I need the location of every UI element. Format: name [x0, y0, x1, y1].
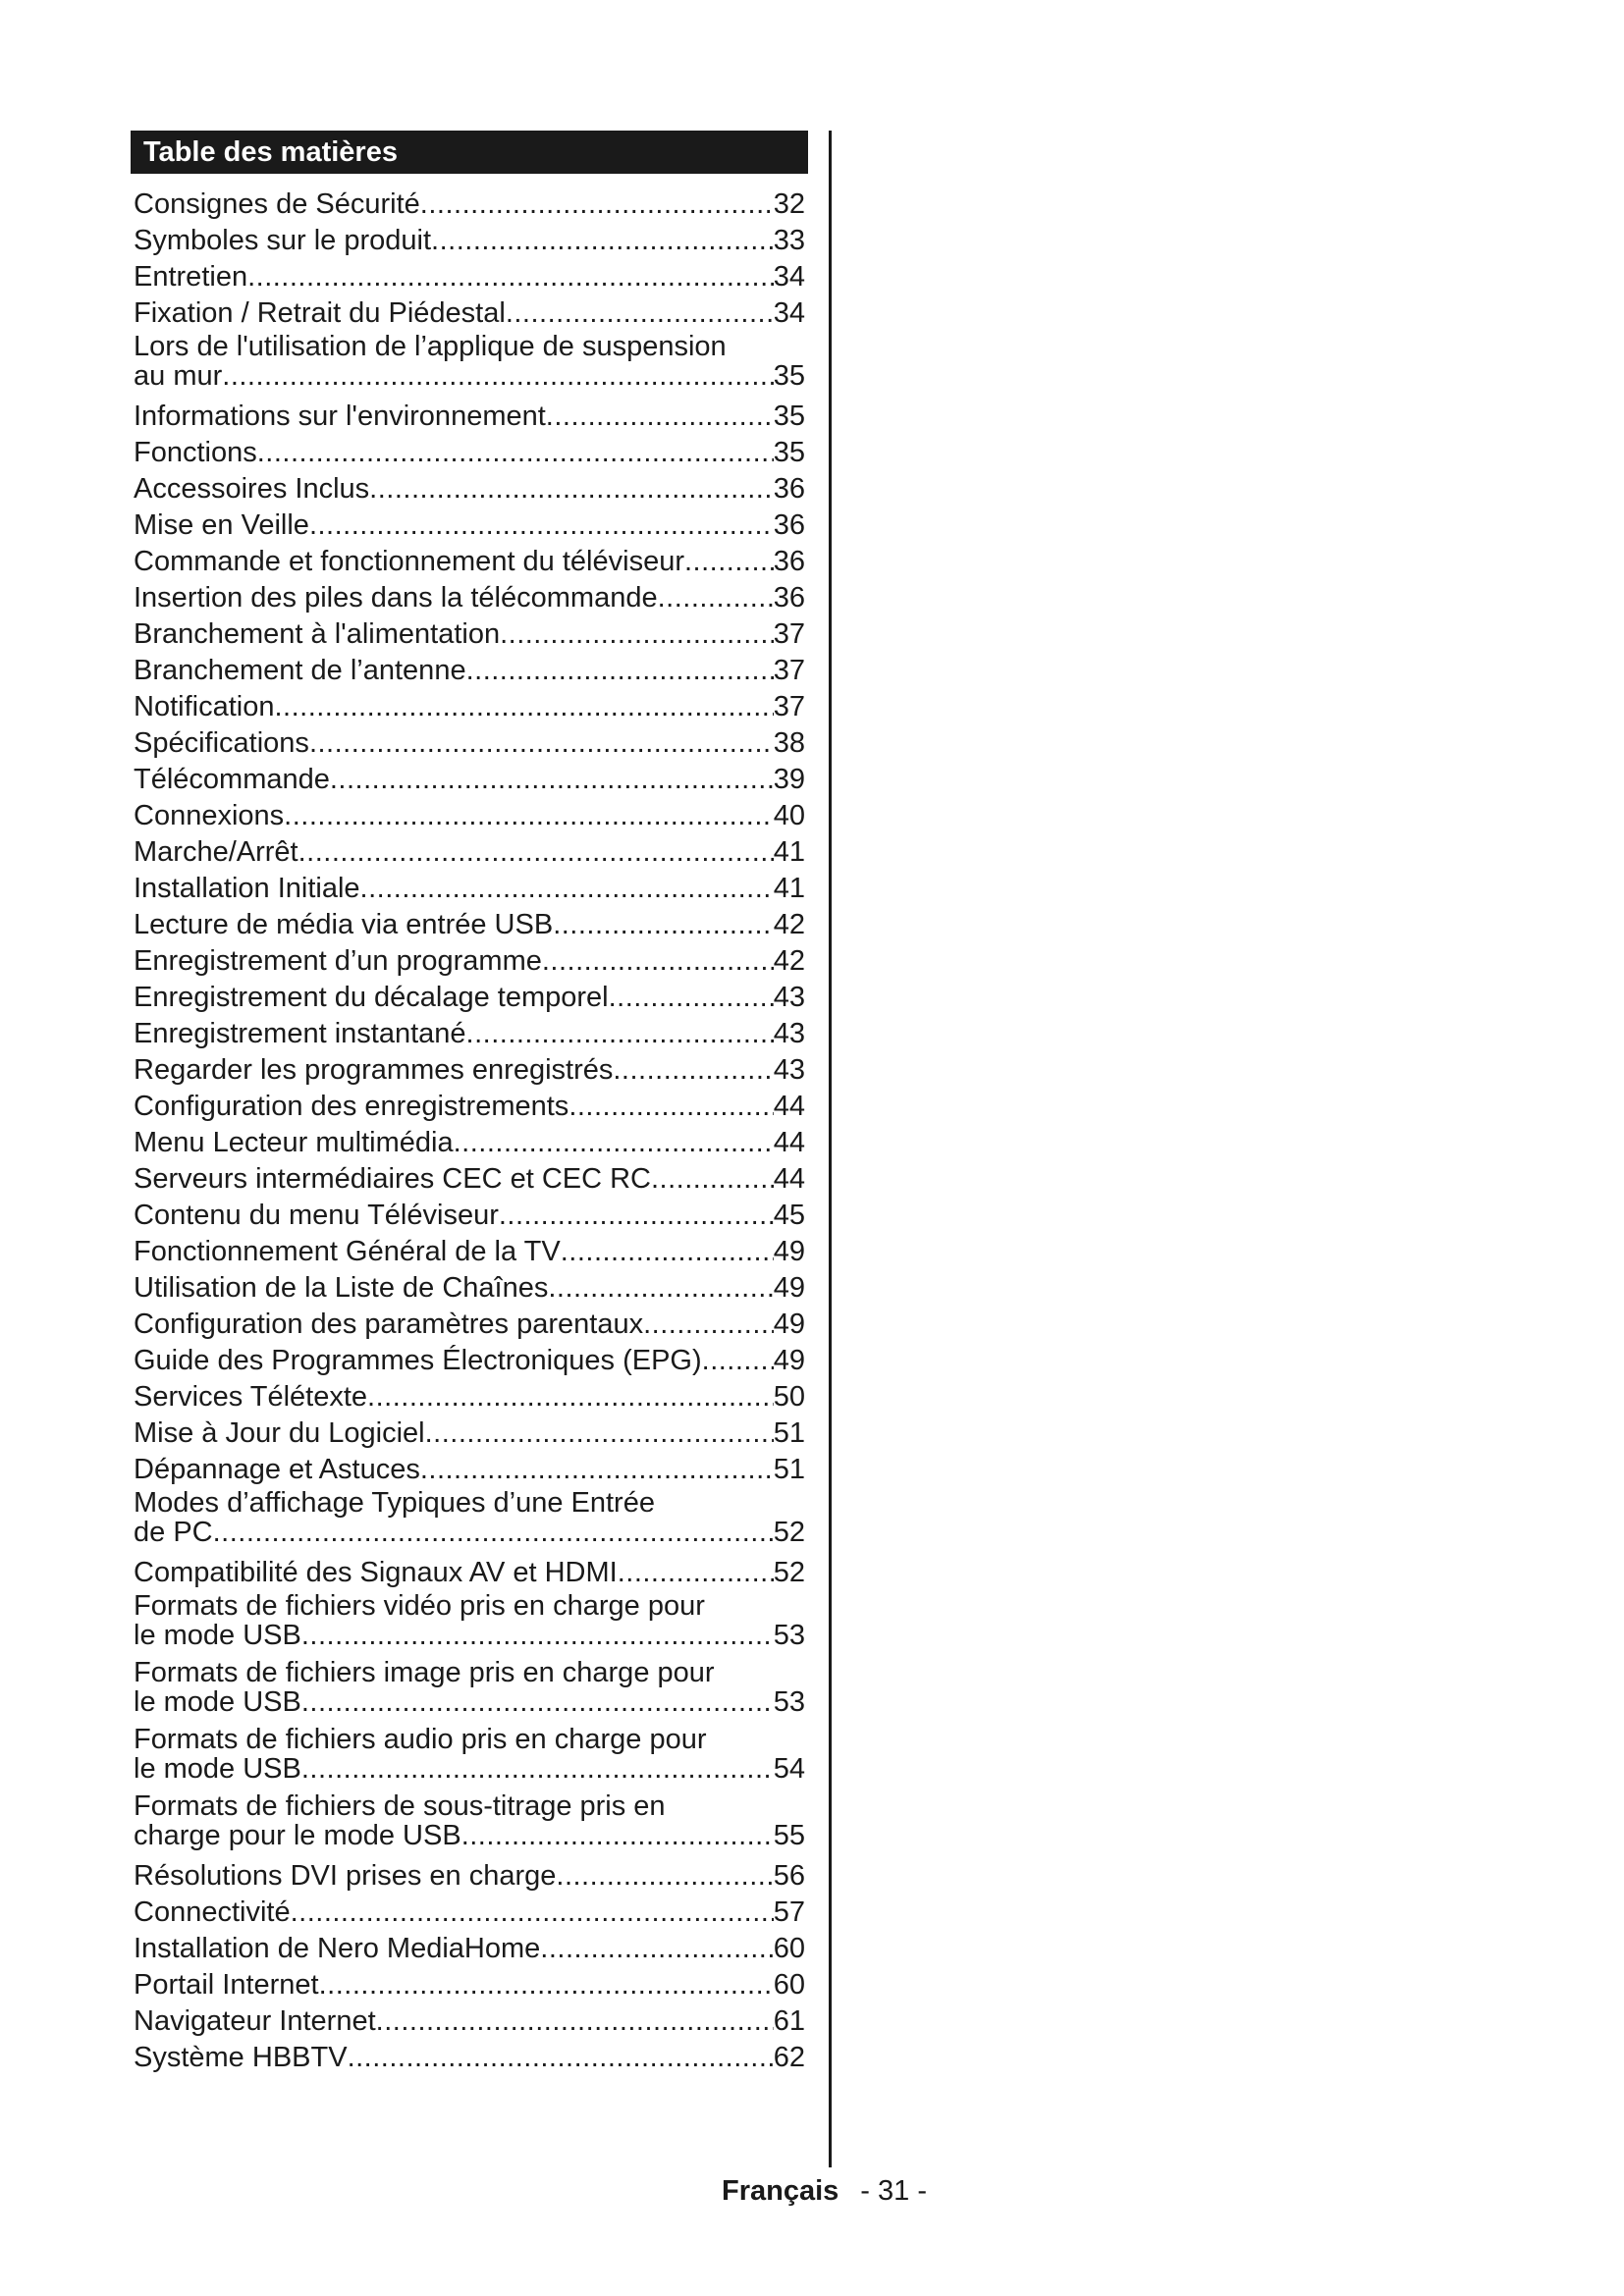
toc-entry[interactable]	[134, 1895, 805, 1931]
toc-entry-title: Système HBBTV	[134, 2042, 348, 2073]
dot-leader	[274, 689, 773, 725]
toc-entry[interactable]	[134, 798, 805, 834]
toc-entry[interactable]	[134, 653, 805, 689]
footer-page-number: - 31 -	[860, 2175, 927, 2207]
footer-language: Français	[722, 2175, 839, 2207]
toc-entry-page: 36	[773, 509, 805, 541]
toc-entry[interactable]	[134, 2040, 805, 2076]
dot-leader	[546, 399, 774, 435]
dot-leader	[330, 762, 774, 798]
toc-entry-page: 44	[773, 1127, 805, 1158]
toc-entry-page: 41	[773, 873, 805, 904]
dot-leader	[466, 1016, 774, 1052]
toc-entry-page: 37	[773, 618, 805, 650]
toc-entry-page: 35	[773, 360, 805, 392]
dot-leader	[298, 834, 774, 871]
toc-entry-title: Services Télétexte	[134, 1381, 368, 1413]
toc-entry-page: 49	[773, 1236, 805, 1267]
toc-entry[interactable]	[134, 1555, 805, 1591]
toc-entry[interactable]	[134, 435, 805, 471]
toc-entry-title: Entretien	[134, 261, 248, 293]
dot-leader	[542, 943, 774, 980]
toc-entry-title-line1: Formats de fichiers de sous-titrage pris en	[134, 1790, 666, 1822]
toc-entry-title: Fixation / Retrait du Piédestal	[134, 297, 506, 329]
toc-entry-title: Lecture de média via entrée USB	[134, 909, 554, 940]
toc-entry[interactable]	[134, 544, 805, 580]
toc-entry-title: Consignes de Sécurité	[134, 188, 420, 220]
toc-entry-page: 39	[773, 764, 805, 795]
toc-entry-page: 53	[773, 1620, 805, 1651]
toc-entry-title: Spécifications	[134, 727, 309, 759]
dot-leader	[376, 2003, 774, 2040]
toc-entry-page: 51	[773, 1417, 805, 1449]
toc-entry-page: 52	[773, 1517, 805, 1548]
toc-entry-title: Contenu du menu Téléviseur	[134, 1200, 499, 1231]
dot-leader	[553, 907, 774, 943]
toc-entry-page: 53	[773, 1686, 805, 1718]
toc-entry-title: Symboles sur le produit	[134, 225, 432, 256]
toc-entry-title: de PC	[134, 1517, 213, 1548]
toc-entry-page: 32	[773, 188, 805, 220]
toc-entry[interactable]	[134, 1379, 805, 1415]
toc-entry-page: 34	[773, 261, 805, 293]
toc-entry-page: 41	[773, 836, 805, 868]
toc-entry-title: Mise en Veille	[134, 509, 309, 541]
table-of-contents	[134, 187, 805, 2076]
toc-entry-title: Serveurs intermédiaires CEC et CEC RC	[134, 1163, 651, 1195]
toc-entry-page: 36	[773, 546, 805, 577]
toc-entry-title: Configuration des enregistrements	[134, 1091, 569, 1122]
toc-entry-page: 43	[773, 1054, 805, 1086]
toc-entry-page: 55	[773, 1820, 805, 1851]
column-divider	[829, 131, 832, 2167]
toc-entry[interactable]	[134, 223, 805, 259]
toc-entry-title: Enregistrement instantané	[134, 1018, 466, 1049]
toc-entry[interactable]	[134, 907, 805, 943]
toc-entry[interactable]	[134, 1858, 805, 1895]
dot-leader	[702, 1343, 774, 1379]
toc-entry-title: Utilisation de la Liste de Chaînes	[134, 1272, 549, 1304]
toc-entry-title: Configuration des paramètres parentaux	[134, 1308, 644, 1340]
toc-entry-title: Menu Lecteur multimédia	[134, 1127, 454, 1158]
dot-leader	[309, 725, 774, 762]
toc-entry-page: 62	[773, 2042, 805, 2073]
toc-entry-page: 49	[773, 1272, 805, 1304]
toc-entry-page: 36	[773, 473, 805, 505]
toc-entry[interactable]	[134, 725, 805, 762]
toc-entry-page: 52	[773, 1557, 805, 1588]
toc-entry-page: 33	[773, 225, 805, 256]
toc-entry-title-line1: Modes d’affichage Typiques d’une Entrée	[134, 1487, 655, 1519]
toc-entry-page: 43	[773, 1018, 805, 1049]
toc-entry-page: 44	[773, 1091, 805, 1122]
dot-leader	[301, 1687, 774, 1717]
toc-entry-title: Connexions	[134, 800, 285, 831]
toc-entry-title: Fonctions	[134, 437, 257, 468]
toc-entry[interactable]	[134, 1343, 805, 1379]
toc-entry[interactable]	[134, 1234, 805, 1270]
toc-entry-title: Fonctionnement Général de la TV	[134, 1236, 561, 1267]
dot-leader	[247, 259, 774, 295]
toc-entry[interactable]	[134, 1725, 805, 1784]
toc-entry-title: Regarder les programmes enregistrés	[134, 1054, 614, 1086]
toc-entry[interactable]	[134, 1307, 805, 1343]
toc-entry-page: 49	[773, 1345, 805, 1376]
toc-entry-title: le mode USB	[134, 1686, 301, 1718]
toc-entry[interactable]	[134, 1089, 805, 1125]
toc-entry-title: Branchement de l’antenne	[134, 655, 466, 686]
toc-entry-page: 36	[773, 582, 805, 614]
toc-entry[interactable]	[134, 1415, 805, 1452]
dot-leader	[609, 980, 774, 1016]
dot-leader	[684, 544, 774, 580]
toc-title: Table des matières	[143, 136, 398, 168]
toc-entry-title: Installation Initiale	[134, 873, 360, 904]
page-footer	[722, 2175, 927, 2208]
toc-entry-page: 57	[773, 1896, 805, 1928]
toc-entry-page: 44	[773, 1163, 805, 1195]
dot-leader	[301, 1621, 774, 1650]
toc-entry-page: 60	[773, 1933, 805, 1964]
toc-entry[interactable]	[134, 1931, 805, 1967]
toc-entry-page: 38	[773, 727, 805, 759]
toc-entry[interactable]	[134, 1052, 805, 1089]
toc-entry-title-line1: Lors de l'utilisation de l’applique de suspension	[134, 331, 727, 362]
toc-entry-title: Mise à Jour du Logiciel	[134, 1417, 425, 1449]
toc-entry-title-line1: Formats de fichiers image pris en charge pour	[134, 1657, 715, 1688]
dot-leader	[500, 616, 774, 653]
toc-entry[interactable]	[134, 187, 805, 223]
toc-entry-page: 37	[773, 655, 805, 686]
dot-leader	[420, 1452, 774, 1488]
toc-entry-title: Commande et fonctionnement du téléviseur	[134, 546, 684, 577]
dot-leader	[284, 798, 774, 834]
dot-leader	[506, 295, 774, 332]
toc-entry-page: 35	[773, 437, 805, 468]
toc-entry-title: Compatibilité des Signaux AV et HDMI	[134, 1557, 618, 1588]
toc-entry-title-line1: Formats de fichiers vidéo pris en charge pour	[134, 1590, 705, 1622]
toc-entry-page: 37	[773, 691, 805, 722]
dot-leader	[257, 435, 774, 471]
toc-entry[interactable]	[134, 689, 805, 725]
toc-entry-title: charge pour le mode USB	[134, 1820, 461, 1851]
dot-leader	[618, 1555, 774, 1591]
dot-leader	[651, 1161, 774, 1198]
dot-leader	[461, 1821, 774, 1850]
toc-entry-title: Accessoires Inclus	[134, 473, 370, 505]
toc-entry-title: Marche/Arrêt	[134, 836, 298, 868]
dot-leader	[348, 2040, 774, 2076]
toc-entry-page: 34	[773, 297, 805, 329]
dot-leader	[454, 1125, 774, 1161]
toc-entry[interactable]	[134, 2003, 805, 2040]
toc-entry-title: Télécommande	[134, 764, 330, 795]
toc-entry[interactable]	[134, 295, 805, 332]
toc-entry[interactable]	[134, 1658, 805, 1717]
dot-leader	[319, 1967, 774, 2003]
toc-entry-title: Insertion des piles dans la télécommande	[134, 582, 658, 614]
dot-leader	[301, 1754, 774, 1784]
toc-entry[interactable]	[134, 259, 805, 295]
toc-entry-title: Enregistrement du décalage temporel	[134, 982, 609, 1013]
toc-entry[interactable]	[134, 507, 805, 544]
toc-entry-page: 50	[773, 1381, 805, 1413]
toc-entry-page: 56	[773, 1860, 805, 1892]
toc-entry[interactable]	[134, 980, 805, 1016]
dot-leader	[556, 1858, 773, 1895]
dot-leader	[561, 1234, 774, 1270]
toc-entry-page: 42	[773, 945, 805, 977]
dot-leader	[291, 1895, 774, 1931]
dot-leader	[568, 1089, 773, 1125]
toc-entry[interactable]	[134, 616, 805, 653]
toc-entry-title: Installation de Nero MediaHome	[134, 1933, 541, 1964]
toc-entry-page: 43	[773, 982, 805, 1013]
toc-entry[interactable]	[134, 1270, 805, 1307]
toc-entry[interactable]	[134, 1125, 805, 1161]
dot-leader	[431, 223, 774, 259]
toc-entry-page: 35	[773, 400, 805, 432]
dot-leader	[466, 653, 774, 689]
toc-title-bar	[131, 131, 808, 174]
dot-leader	[367, 1379, 774, 1415]
toc-entry-title: le mode USB	[134, 1753, 301, 1785]
toc-entry-title: Dépannage et Astuces	[134, 1454, 420, 1485]
toc-entry-title: Enregistrement d’un programme	[134, 945, 542, 977]
toc-entry[interactable]	[134, 580, 805, 616]
dot-leader	[369, 471, 774, 507]
toc-entry-page: 60	[773, 1969, 805, 2001]
toc-entry[interactable]	[134, 871, 805, 907]
toc-entry-page: 61	[773, 2005, 805, 2037]
dot-leader	[499, 1198, 774, 1234]
dot-leader	[658, 580, 774, 616]
dot-leader	[613, 1052, 773, 1089]
toc-entry-page: 54	[773, 1753, 805, 1785]
toc-entry-title-line1: Formats de fichiers audio pris en charge pour	[134, 1724, 707, 1755]
toc-entry-page: 49	[773, 1308, 805, 1340]
dot-leader	[425, 1415, 774, 1452]
toc-entry[interactable]	[134, 332, 805, 391]
toc-entry-title: Informations sur l'environnement	[134, 400, 546, 432]
toc-entry-title: au mur	[134, 360, 223, 392]
dot-leader	[213, 1518, 774, 1547]
toc-entry[interactable]	[134, 943, 805, 980]
dot-leader	[643, 1307, 774, 1343]
dot-leader	[222, 361, 773, 391]
toc-entry-page: 45	[773, 1200, 805, 1231]
toc-entry-title: Notification	[134, 691, 275, 722]
toc-entry-title: Navigateur Internet	[134, 2005, 376, 2037]
toc-entry-title: Branchement à l'alimentation	[134, 618, 501, 650]
toc-entry[interactable]	[134, 1791, 805, 1850]
toc-entry-page: 51	[773, 1454, 805, 1485]
toc-entry[interactable]	[134, 1452, 805, 1488]
toc-entry-title: Guide des Programmes Électroniques (EPG)	[134, 1345, 702, 1376]
toc-entry[interactable]	[134, 1591, 805, 1650]
toc-entry[interactable]	[134, 762, 805, 798]
toc-entry[interactable]	[134, 834, 805, 871]
toc-entry[interactable]	[134, 1488, 805, 1547]
toc-entry-title: le mode USB	[134, 1620, 301, 1651]
toc-entry[interactable]	[134, 471, 805, 507]
toc-entry[interactable]	[134, 1198, 805, 1234]
toc-entry[interactable]	[134, 1016, 805, 1052]
toc-entry[interactable]	[134, 1161, 805, 1198]
toc-entry-page: 42	[773, 909, 805, 940]
toc-entry-title: Résolutions DVI prises en charge	[134, 1860, 557, 1892]
toc-entry[interactable]	[134, 1967, 805, 2003]
dot-leader	[360, 871, 774, 907]
dot-leader	[548, 1270, 773, 1307]
toc-entry-title: Connectivité	[134, 1896, 291, 1928]
dot-leader	[420, 187, 774, 223]
dot-leader	[540, 1931, 773, 1967]
toc-entry-page: 40	[773, 800, 805, 831]
dot-leader	[309, 507, 774, 544]
toc-entry-title: Portail Internet	[134, 1969, 319, 2001]
toc-entry[interactable]	[134, 399, 805, 435]
